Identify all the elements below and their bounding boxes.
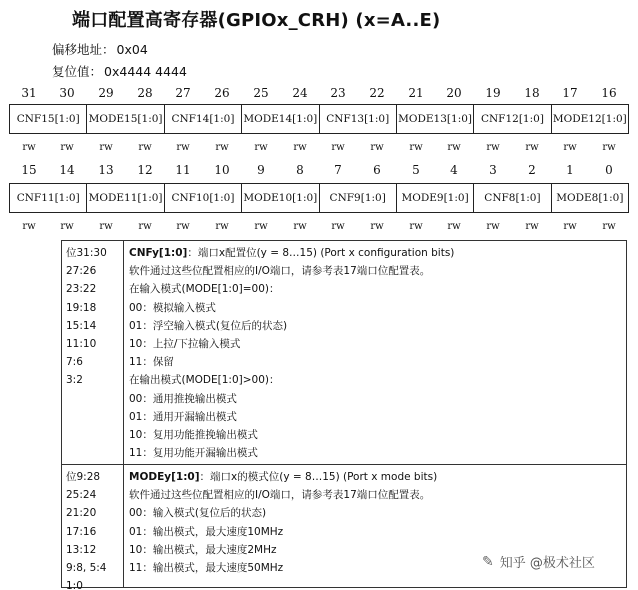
access-type: rw <box>293 221 307 232</box>
bit-range: 13:12 <box>66 543 97 556</box>
bit-range: 位9:28 <box>66 471 101 483</box>
cnf-description-row <box>62 241 626 465</box>
access-type: rw <box>486 142 500 153</box>
description-line: 01：通用开漏输出模式 <box>129 410 237 423</box>
bit-range: 3:2 <box>66 374 83 387</box>
description-line: 在输入模式(MODE[1:0]=00)： <box>129 283 280 296</box>
bottom-bit-numbers <box>0 163 638 179</box>
bit-number: 31 <box>21 86 37 100</box>
offset-address <box>52 40 148 58</box>
access-type: rw <box>409 221 423 232</box>
description-line: 软件通过这些位配置相应的I/O端口，请参考表17端口位配置表。 <box>129 265 431 278</box>
bit-number: 22 <box>369 86 385 100</box>
bit-number: 9 <box>257 163 265 177</box>
access-type: rw <box>370 142 384 153</box>
access-type: rw <box>447 142 461 153</box>
access-type: rw <box>602 221 616 232</box>
bit-number: 17 <box>562 86 578 100</box>
description-line: 00：通用推挽输出模式 <box>129 392 237 405</box>
reset-value-text: 0x4444 4444 <box>104 64 187 79</box>
register-field: CNF13[1:0] <box>320 105 397 133</box>
register-fields-low <box>9 183 629 213</box>
bit-number: 15 <box>21 163 37 177</box>
description-line: 11：保留 <box>129 356 174 369</box>
cnf-header-text: ：端口x配置位(y = 8…15) (Port x configuration bits) <box>187 247 455 259</box>
bit-number: 29 <box>98 86 114 100</box>
register-field: CNF12[1:0] <box>474 105 551 133</box>
register-field: MODE8[1:0] <box>556 192 624 204</box>
register-field: CNF14[1:0] <box>165 105 242 133</box>
register-field: CNF8[1:0] <box>474 184 551 212</box>
description-line: 11：输出模式，最大速度50MHz <box>129 562 284 575</box>
cnf-description-text <box>124 241 626 464</box>
page-title: 端口配置高寄存器(GPIOx_CRH) (x=A..E) <box>72 10 441 31</box>
access-type: rw <box>447 221 461 232</box>
bit-number: 23 <box>330 86 346 100</box>
access-type: rw <box>22 221 36 232</box>
reset-label: 复位值： <box>52 64 103 79</box>
bit-number: 30 <box>59 86 75 100</box>
access-type: rw <box>138 221 152 232</box>
bit-number: 0 <box>605 163 613 177</box>
access-type: rw <box>176 221 190 232</box>
bottom-access-row <box>0 221 638 235</box>
bit-range: 9:8, 5:4 <box>66 562 107 575</box>
register-field: CNF11[1:0] <box>10 184 87 212</box>
access-type: rw <box>99 142 113 153</box>
bit-number: 18 <box>524 86 540 100</box>
description-line: 01：输出模式，最大速度10MHz <box>129 525 284 538</box>
register-field: MODE9[1:0] <box>397 184 474 212</box>
access-type: rw <box>563 221 577 232</box>
mode-field-name: MODEy[1:0] <box>129 471 200 483</box>
register-field: CNF9[1:0] <box>320 184 397 212</box>
top-access-row <box>0 142 638 156</box>
access-type: rw <box>525 221 539 232</box>
bit-number: 27 <box>175 86 191 100</box>
access-type: rw <box>331 221 345 232</box>
access-type: rw <box>409 142 423 153</box>
description-line: 10：上拉/下拉输入模式 <box>129 338 241 351</box>
bit-range: 7:6 <box>66 356 83 369</box>
offset-value: 0x04 <box>116 42 148 57</box>
access-type: rw <box>215 221 229 232</box>
description-line: 00：输入模式(复位后的状态) <box>129 507 267 520</box>
register-field: CNF15[1:0] <box>10 105 87 133</box>
description-line: 10：输出模式，最大速度2MHz <box>129 543 277 556</box>
bit-number: 26 <box>214 86 230 100</box>
bit-range: 15:14 <box>66 319 97 332</box>
bit-number: 16 <box>601 86 617 100</box>
bit-number: 6 <box>373 163 381 177</box>
register-fields-high <box>9 104 629 134</box>
bit-number: 20 <box>446 86 462 100</box>
register-field: MODE11[1:0] <box>87 184 164 212</box>
bit-number: 14 <box>59 163 75 177</box>
description-line: 在输出模式(MODE[1:0]>00)： <box>129 374 280 387</box>
access-type: rw <box>254 221 268 232</box>
bit-number: 13 <box>98 163 114 177</box>
register-field: MODE10[1:0] <box>242 184 319 212</box>
access-type: rw <box>370 221 384 232</box>
bit-number: 8 <box>296 163 304 177</box>
mode-header <box>129 468 626 486</box>
access-type: rw <box>60 142 74 153</box>
bit-range: 23:22 <box>66 283 97 296</box>
bit-description-table <box>61 240 627 588</box>
bit-range: 21:20 <box>66 507 97 520</box>
bit-number: 3 <box>489 163 497 177</box>
cnf-bit-list <box>62 241 124 464</box>
access-type: rw <box>525 142 539 153</box>
top-bit-numbers <box>0 86 638 102</box>
access-type: rw <box>99 221 113 232</box>
watermark <box>482 552 595 571</box>
access-type: rw <box>254 142 268 153</box>
bit-number: 24 <box>292 86 308 100</box>
bit-number: 19 <box>485 86 501 100</box>
access-type: rw <box>293 142 307 153</box>
access-type: rw <box>215 142 229 153</box>
bit-number: 4 <box>450 163 458 177</box>
cnf-field-name: CNFy[1:0] <box>129 247 188 259</box>
access-type: rw <box>138 142 152 153</box>
register-field: CNF10[1:0] <box>165 184 242 212</box>
bit-range: 17:16 <box>66 525 97 538</box>
bit-range: 位31:30 <box>66 247 107 259</box>
bit-number: 25 <box>253 86 269 100</box>
bit-number: 2 <box>528 163 536 177</box>
bit-range: 27:26 <box>66 265 97 278</box>
bit-number: 28 <box>137 86 153 100</box>
access-type: rw <box>331 142 345 153</box>
bit-number: 12 <box>137 163 153 177</box>
bit-range: 25:24 <box>66 489 97 502</box>
register-field: MODE14[1:0] <box>242 105 319 133</box>
mode-bit-list <box>62 465 124 590</box>
cnf-header <box>129 244 626 262</box>
description-line: 11：复用功能开漏输出模式 <box>129 447 258 460</box>
description-line: 00：模拟输入模式 <box>129 301 216 314</box>
reset-value <box>52 62 187 80</box>
access-type: rw <box>22 142 36 153</box>
access-type: rw <box>60 221 74 232</box>
bit-number: 7 <box>334 163 342 177</box>
description-line: 01：浮空输入模式(复位后的状态) <box>129 319 288 332</box>
bit-number: 21 <box>408 86 424 100</box>
bit-number: 1 <box>566 163 574 177</box>
watermark-text: 知乎 @极术社区 <box>499 556 595 571</box>
description-line: 10：复用功能推挽输出模式 <box>129 429 258 442</box>
zhihu-logo-icon: ✎ <box>482 553 494 570</box>
bit-number: 11 <box>175 163 191 177</box>
bit-range: 19:18 <box>66 301 97 314</box>
access-type: rw <box>486 221 500 232</box>
access-type: rw <box>602 142 616 153</box>
access-type: rw <box>563 142 577 153</box>
register-field: MODE15[1:0] <box>87 105 164 133</box>
description-line: 软件通过这些位配置相应的I/O端口，请参考表17端口位配置表。 <box>129 489 431 502</box>
register-field: MODE13[1:0] <box>397 105 474 133</box>
access-type: rw <box>176 142 190 153</box>
offset-label: 偏移地址： <box>52 42 115 57</box>
mode-header-text: ：端口x的模式位(y = 8…15) (Port x mode bits) <box>199 471 438 483</box>
bit-number: 5 <box>412 163 420 177</box>
register-field: MODE12[1:0] <box>552 113 627 125</box>
bit-range: 11:10 <box>66 338 97 351</box>
bit-number: 10 <box>214 163 230 177</box>
bit-range: 1:0 <box>66 580 83 590</box>
